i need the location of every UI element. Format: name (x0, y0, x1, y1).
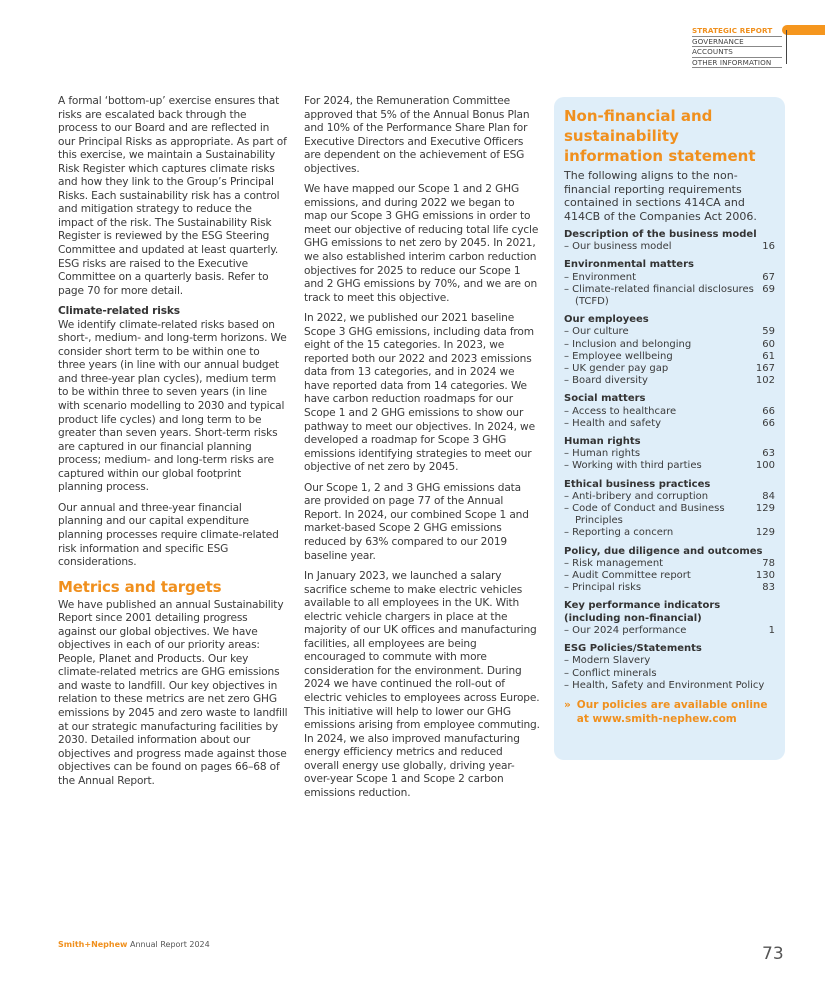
toc-item[interactable] (564, 241, 775, 253)
toc-section-heading: ESG Policies/Statements (564, 643, 702, 655)
toc-item-page: 63 (762, 448, 775, 460)
toc-item[interactable] (564, 680, 775, 692)
toc-item-label: – Health, Safety and Environment Policy (564, 679, 765, 691)
brand-name: Smith+Nephew (58, 940, 128, 949)
paragraph: We have mapped our Scope 1 and 2 GHG emissions, and during 2022 we began to map our Scope 3 GHG emissions in order to meet our objective of reducing total life cycle GHG emissions to net zero by 2045. In 2021, we also established interim carbon reduction objectives for 2025 to reduce our Scope 1 and 2 GHG emissions by 70%, and we are on track to meet this objective. (304, 183, 539, 304)
toc-section (564, 393, 775, 430)
report-title: Annual Report 2024 (127, 940, 210, 949)
toc-item-page: 69 (762, 283, 775, 295)
toc-item-page: 67 (762, 271, 775, 283)
toc-item-page: 66 (762, 417, 775, 429)
toc-section-heading: Policy, due diligence and outcomes (564, 545, 763, 557)
toc-item[interactable] (564, 655, 775, 667)
toc-item-label: – Risk management (564, 557, 664, 569)
toc-section (564, 314, 775, 387)
toc-section (564, 643, 775, 692)
paragraph: We have published an annual Sustainability Report since 2001 detailing progress against our global objectives. We have objectives in each of our priority areas: People, Planet and Products. Our key climate-related metrics are GHG emissions and waste to landfill. Our key objectives in relation to these metrics are net zero GHG emissions by 2045 and zero waste to landfill at our strategic manufacturing facilities by 2030. Detailed information about our objectives and progress made against those objectives can be found on pages 66–68 of the Annual Report. (58, 598, 288, 787)
nav-item[interactable]: GOVERNANCE (692, 37, 782, 48)
column-2 (304, 95, 540, 807)
toc-section-heading: Environmental matters (564, 259, 694, 271)
toc-item[interactable] (564, 418, 775, 430)
page-number: 73 (762, 944, 784, 964)
toc-item-label: – Our culture (564, 326, 629, 338)
toc-item-label: – Inclusion and belonging (564, 338, 692, 350)
toc-item[interactable] (564, 339, 775, 351)
box-intro: The following aligns to the non-financial reporting requirements contained in sections 414CA and 414CB of the Companies Act 2006. (564, 169, 757, 223)
toc-item-label: – Employee wellbeing (564, 350, 673, 362)
toc-section-heading: Ethical business practices (564, 478, 711, 490)
policies-link-text: Our policies are available online at www.smith-nephew.com (576, 698, 768, 725)
column-1 (58, 95, 288, 795)
heading-metrics-targets: Metrics and targets (58, 577, 222, 596)
toc-item-label: – Climate-related financial disclosures (TCFD) (564, 283, 754, 308)
toc-item[interactable] (564, 363, 775, 375)
toc-item-label: – Working with third parties (564, 460, 702, 472)
toc-section (564, 600, 775, 637)
toc-item-page: 16 (762, 241, 775, 253)
toc-item-label: – Modern Slavery (564, 655, 651, 667)
toc-item[interactable] (564, 375, 775, 387)
toc-item[interactable] (564, 491, 775, 503)
toc-section (564, 436, 775, 473)
toc-item-label: – Code of Conduct and Business Principles (564, 503, 725, 527)
toc-item[interactable] (564, 448, 775, 460)
toc-item-page: 129 (755, 503, 775, 515)
toc-section-heading: Our employees (564, 314, 649, 326)
toc-item[interactable] (564, 582, 775, 594)
toc-item-label: – Principal risks (564, 582, 642, 594)
toc-item-page: 78 (762, 557, 775, 569)
toc-item[interactable] (564, 351, 775, 363)
toc-section-heading: Description of the business model (564, 229, 757, 240)
section-nav-marker (782, 25, 825, 35)
toc-section (564, 546, 775, 595)
section-nav (692, 26, 782, 68)
paragraph: A formal ‘bottom-up’ exercise ensures that risks are escalated back through the process to our Board and are reflected in our Principal Risks as appropriate. As part of this exercise, we maintain a Sustainability Risk Register which captures climate risks and how they link to the Group’s Principal Risks. Each sustainability risk has a control and mitigation strategy to reduce the impact of the risk. The Sustainability Risk Register is reviewed by the ESG Steering Committee and updated at least quarterly. ESG risks are raised to the Executive Committee on a quarterly basis. Refer to page 70 for more detail. (58, 95, 287, 297)
toc-item-page: 61 (762, 350, 775, 362)
toc-item-label: – Reporting a concern (564, 527, 674, 539)
toc-section (564, 259, 775, 308)
toc-item-label: – Anti-bribery and corruption (564, 490, 709, 502)
toc-item[interactable] (564, 503, 775, 527)
toc-section (564, 479, 775, 540)
toc-item-page: 129 (755, 527, 775, 539)
paragraph: Our annual and three-year financial planning and our capital expenditure planning processes require climate-related risk information and specific ESG considerations. (58, 501, 279, 569)
subheading-climate-risks: Climate-related risks (58, 305, 180, 318)
toc-item-page: 100 (755, 460, 775, 472)
toc-item-page: 84 (762, 490, 775, 502)
paragraph: Our Scope 1, 2 and 3 GHG emissions data are provided on page 77 of the Annual Report. In 2024, our combined Scope 1 and market-based Scope 2 GHG emissions reduced by 63% compared to our 2019 baseline year. (304, 481, 529, 562)
toc-item-label: – Access to healthcare (564, 405, 677, 417)
toc-item[interactable] (564, 406, 775, 418)
toc-item[interactable] (564, 570, 775, 582)
box-title: Non-financial and sustainability information statement (564, 107, 756, 165)
toc-item-label: – Our 2024 performance (564, 624, 687, 636)
toc-item[interactable] (564, 460, 775, 472)
policies-link[interactable] (564, 698, 775, 726)
page-footer (58, 940, 210, 949)
toc-item-page: 60 (762, 338, 775, 350)
nav-item[interactable]: OTHER INFORMATION (692, 58, 782, 69)
toc-item-page: 66 (762, 405, 775, 417)
toc-section (564, 229, 775, 253)
toc-item-page: 83 (762, 582, 775, 594)
toc-item-page: 102 (755, 375, 775, 387)
toc-section-heading: Human rights (564, 436, 641, 448)
paragraph: For 2024, the Remuneration Committee approved that 5% of the Annual Bonus Plan and 10% of the Performance Share Plan for Executive Directors and Executive Officers are dependent on the achievement of ESG objectives. (304, 95, 530, 175)
paragraph: We identify climate-related risks based on short-, medium- and long-term horizons. We consider short term to be within one to three years (in line with our annual budget and three-year plan cycles), medium term to be within three to seven years (in line with scenario modelling to 2030 and typical product life cycles) and long term to be greater than seven years. Short-term risks are captured in our financial planning process; medium- and long-term risks are captured within our global footprint planning process. (58, 318, 287, 494)
toc-item[interactable] (564, 527, 775, 539)
section-nav-line (786, 30, 787, 64)
toc-item-label: – Environment (564, 271, 637, 283)
toc-item-label: – Human rights (564, 448, 641, 460)
toc-section-heading: Social matters (564, 393, 646, 405)
toc-item-label: – Conflict minerals (564, 667, 657, 679)
paragraph: In 2022, we published our 2021 baseline Scope 3 GHG emissions, including data from eight of the 15 categories. In 2023, we reported both our 2022 and 2023 emissions data from 13 categories, and in 2024 we have reported data from 14 categories. We have carbon reduction roadmaps for our Scope 1 and 2 GHG emissions to show our pathway to meet our objectives. In 2024, we developed a roadmap for Scope 3 GHG emissions identifying strategies to meet our objective of net zero by 2045. (304, 312, 535, 474)
toc-item-label: – Health and safety (564, 417, 662, 429)
nav-item[interactable]: STRATEGIC REPORT (692, 26, 782, 37)
toc-item[interactable] (564, 558, 775, 570)
toc-section-heading: Key performance indicators (including non-financial) (564, 600, 721, 624)
toc-item[interactable] (564, 625, 775, 637)
non-financial-statement-box (554, 97, 785, 760)
toc-item-label: – UK gender pay gap (564, 363, 669, 375)
toc-item-label: – Board diversity (564, 375, 648, 387)
toc-item-page: 59 (762, 326, 775, 338)
toc-item-page: 167 (755, 363, 775, 375)
toc-item[interactable] (564, 284, 775, 308)
toc-item-page: 1 (768, 624, 775, 636)
paragraph: In January 2023, we launched a salary sacrifice scheme to make electric vehicles available to all employees in the UK. With electric vehicle chargers in place at the majority of our UK offices and manufacturing facilities, all employees are being encouraged to commute with more consideration for the environment. During 2024 we have continued the roll-out of electric vehicles to employees across Europe. This initiative will help to lower our GHG emissions arising from employee commuting. In 2024, we also improved manufacturing energy efficiency metrics and reduced overall energy use globally, driving year-over-year Scope 1 and Scope 2 carbon emissions reduction. (304, 570, 540, 799)
toc-item-page: 130 (755, 570, 775, 582)
toc-item-label: – Audit Committee report (564, 570, 691, 582)
double-chevron-icon: » (564, 698, 571, 711)
nav-item[interactable]: ACCOUNTS (692, 47, 782, 58)
toc-item[interactable] (564, 272, 775, 284)
toc-item[interactable] (564, 668, 775, 680)
toc-item[interactable] (564, 326, 775, 338)
toc-item-label: – Our business model (564, 241, 672, 253)
